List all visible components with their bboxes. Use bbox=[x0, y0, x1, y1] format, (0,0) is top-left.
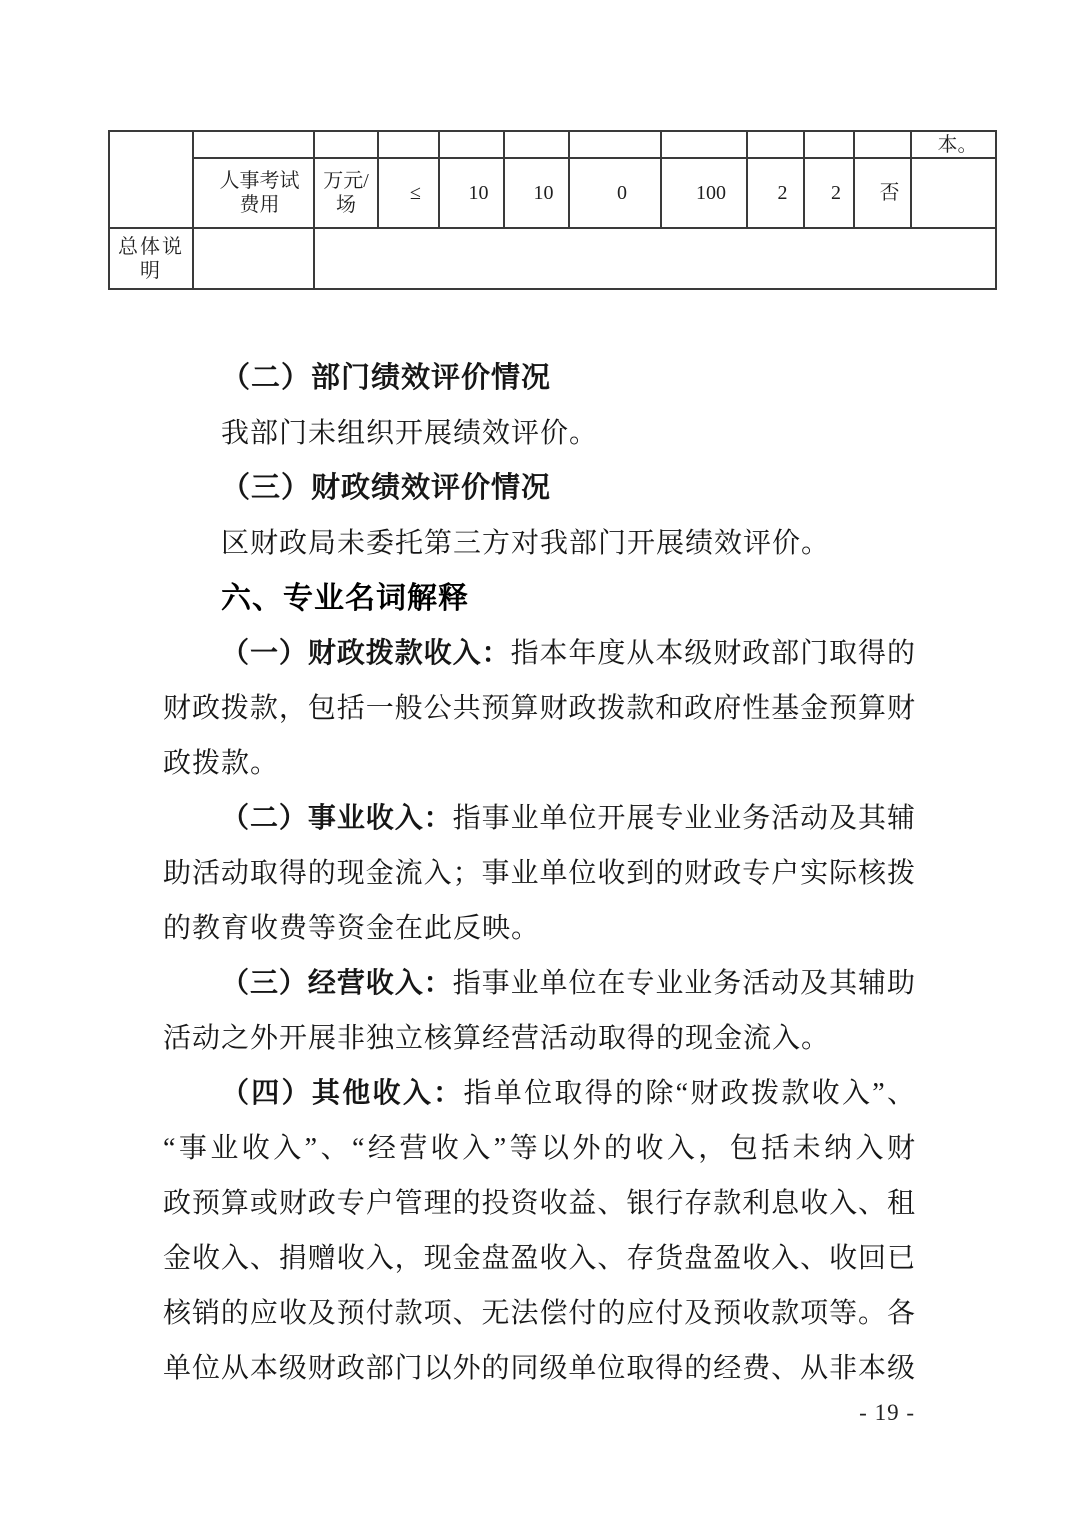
indicator-name-line1: 人事考试 bbox=[219, 170, 300, 192]
table-cell-value-target: 10 bbox=[439, 158, 504, 228]
table-cell-value-rate: 100 bbox=[661, 158, 747, 228]
table-row-carryover bbox=[109, 131, 996, 158]
section-heading-terms: 六、专业名词解释 bbox=[221, 582, 469, 615]
body-line: 政拨款。 bbox=[163, 748, 280, 779]
body-line: 我部门未组织开展绩效评价。 bbox=[221, 418, 599, 449]
table-cell-empty bbox=[804, 131, 854, 158]
table-cell-empty bbox=[661, 131, 747, 158]
term-line-business-income: （三）经营收入：指事业单位在专业业务活动及其辅助 bbox=[221, 968, 915, 999]
page-number: - 19 - bbox=[859, 1400, 915, 1425]
table-cell-empty bbox=[193, 131, 314, 158]
table-cell-summary-label bbox=[109, 228, 193, 289]
table-cell-unit bbox=[314, 158, 378, 228]
table-cell-empty bbox=[747, 131, 804, 158]
table-cell-empty bbox=[314, 131, 378, 158]
table-cell-empty bbox=[193, 228, 314, 289]
table-cell-flag: 否 bbox=[854, 158, 911, 228]
body-line: “事业收入”、“经营收入”等以外的收入，包括未纳入财 bbox=[163, 1133, 915, 1164]
performance-indicator-table bbox=[108, 130, 997, 290]
table-cell-empty bbox=[378, 131, 439, 158]
table-cell-carryover-text: 本。 bbox=[911, 131, 996, 158]
body-line: 政预算或财政专户管理的投资收益、银行存款利息收入、租 bbox=[163, 1188, 915, 1219]
table-row-summary bbox=[109, 228, 996, 289]
table-cell-empty bbox=[504, 131, 569, 158]
table-cell-empty bbox=[439, 131, 504, 158]
body-line: 助活动取得的现金流入；事业单位收到的财政专户实际核拨 bbox=[163, 858, 915, 889]
table-cell-empty bbox=[854, 131, 911, 158]
unit-line2: 场 bbox=[336, 194, 356, 216]
table-cell-value-deviation: 0 bbox=[569, 158, 661, 228]
body-line: 财政拨款，包括一般公共预算财政拨款和政府性基金预算财 bbox=[163, 693, 915, 724]
section-heading-finance-evaluation: （三）财政绩效评价情况 bbox=[221, 472, 552, 504]
table-cell-value-score2: 2 bbox=[804, 158, 854, 228]
body-line: 区财政局未委托第三方对我部门开展绩效评价。 bbox=[221, 528, 831, 559]
table-cell-indicator-name bbox=[193, 158, 314, 228]
section-heading-dept-evaluation: （二）部门绩效评价情况 bbox=[221, 362, 552, 394]
body-line: 活动之外开展非独立核算经营活动取得的现金流入。 bbox=[163, 1023, 831, 1054]
term-line-fiscal-appropriation: （一）财政拨款收入：指本年度从本级财政部门取得的 bbox=[221, 638, 915, 669]
table-row-indicator bbox=[109, 158, 996, 228]
table-cell-summary-content bbox=[314, 228, 996, 289]
table-cell-empty bbox=[569, 131, 661, 158]
summary-label-line1: 总体说 bbox=[118, 235, 184, 258]
document-body bbox=[163, 351, 915, 1396]
indicator-name-line2: 费用 bbox=[239, 194, 280, 216]
table-cell-empty bbox=[911, 158, 996, 228]
unit-line1: 万元/ bbox=[323, 170, 369, 192]
body-line: 的教育收费等资金在此反映。 bbox=[163, 913, 541, 944]
body-line: 单位从本级财政部门以外的同级单位取得的经费、从非本级 bbox=[163, 1353, 915, 1384]
term-line-operating-income: （二）事业收入：指事业单位开展专业业务活动及其辅 bbox=[221, 803, 915, 834]
table-cell-value-actual: 10 bbox=[504, 158, 569, 228]
body-line: 金收入、捐赠收入，现金盘盈收入、存货盘盈收入、收回已 bbox=[163, 1243, 915, 1274]
body-line: 核销的应收及预付款项、无法偿付的应付及预收款项等。各 bbox=[163, 1298, 915, 1329]
term-line-other-income: （四）其他收入：指单位取得的除“财政拨款收入”、 bbox=[221, 1078, 915, 1109]
table-cell-direction: ≤ bbox=[378, 158, 439, 228]
summary-label-line2: 明 bbox=[140, 259, 162, 282]
table-cell-value-score1: 2 bbox=[747, 158, 804, 228]
table-cell-row-header-empty bbox=[109, 131, 193, 228]
